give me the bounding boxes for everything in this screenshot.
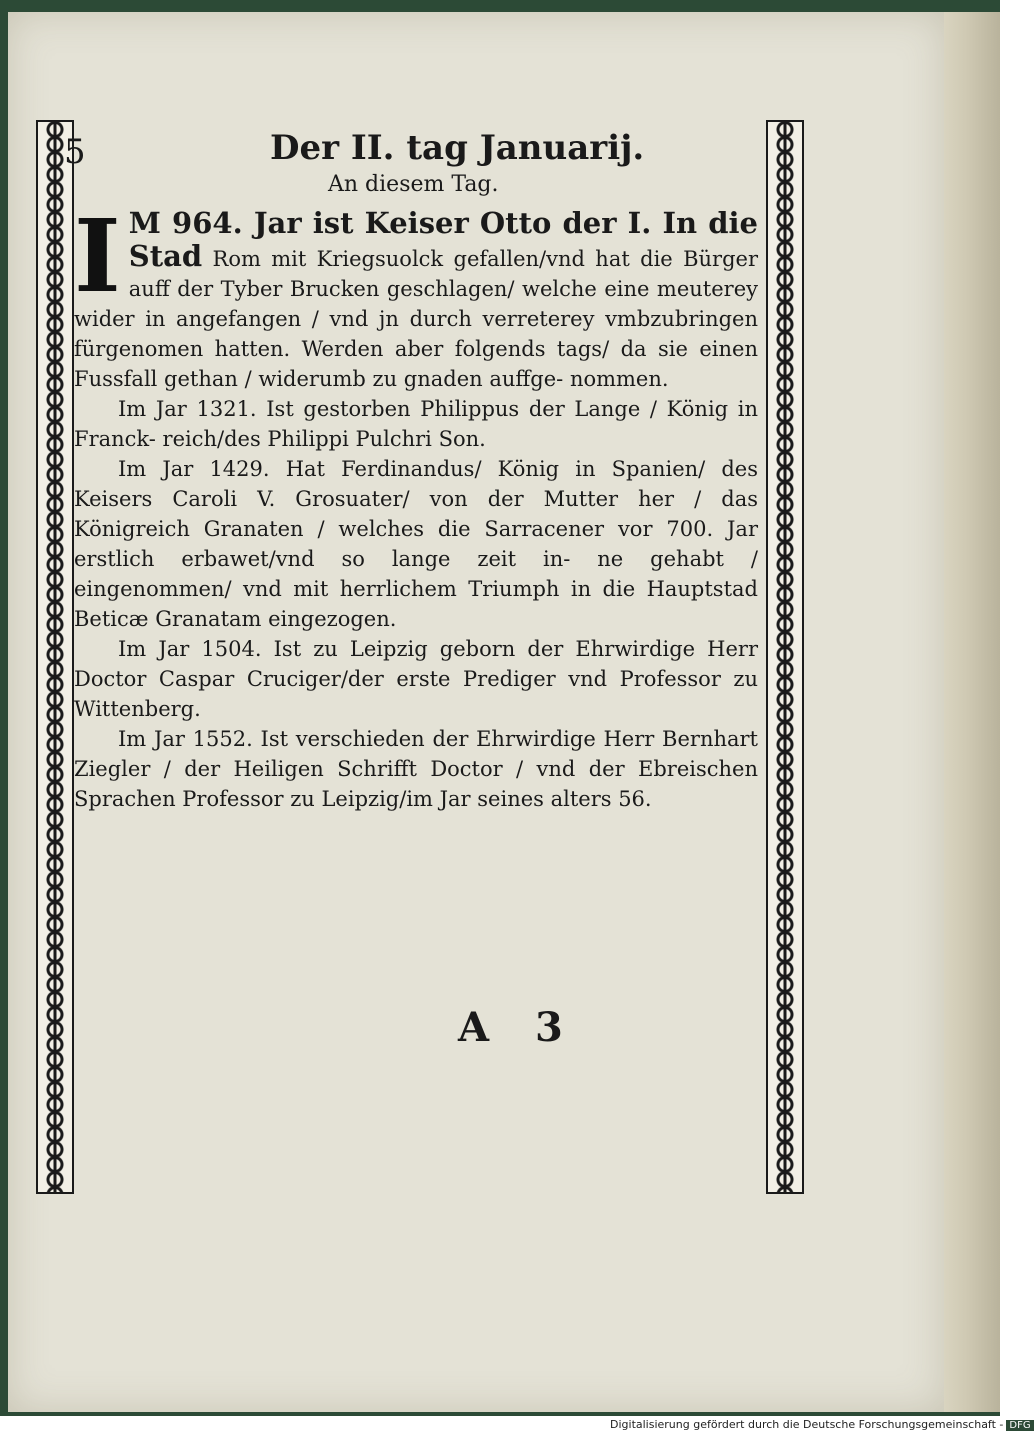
entry-text: Rom mit Kriegsuolck gefallen/vnd hat die Bürger auff der Tyber Brucken geschlagen/ welche eine meuterey wider in angefangen / vnd jn durch verreterey vmbzubringen fürgenomen hatten. Werden aber folgends tags/ da sie einen Fussfall gethan / widerumb zu gnaden auffge- nommen. — [74, 247, 758, 391]
dfg-logo: DFG — [1006, 1420, 1033, 1431]
ornamental-border-right — [766, 120, 804, 1194]
signature-mark: A 3 — [458, 1004, 579, 1051]
footer-text: Digitalisierung gefördert durch die Deutsche Forschungsgemeinschaft - — [610, 1418, 1004, 1431]
page-subtitle: An diesem Tag. — [328, 172, 499, 197]
entry-text: Im Jar 1552. Ist verschieden der Ehrwirdige Herr Bernhart Ziegler / der Heiligen Schrifft Doctor / vnd der Ebreischen Sprachen Professor zu Leipzig/im Jar seines alters 56. — [74, 727, 758, 811]
entry-first-line: M 964. Jar ist Keiser Otto der I. In die Stad — [128, 206, 758, 273]
drop-cap: I — [74, 197, 121, 315]
entry-964 — [74, 197, 758, 394]
entry-1429 — [74, 454, 758, 634]
entry-text: Im Jar 1429. Hat Ferdinandus/ König in Spanien/ des Keisers Caroli V. Grosuater/ von der Mutter her / das Königreich Granaten / welches die Sarracener vor 700. Jar erstlich erbawet/vnd so lange zeit in- ne gehabt / eingenommen/ vnd mit herrlichem Triumph in die Hauptstad Beticæ Granatam eingezogen. — [74, 457, 758, 631]
entry-text: Im Jar 1504. Ist zu Leipzig geborn der Ehrwirdige Herr Doctor Caspar Cruciger/der erste Prediger vnd Professor zu Wittenberg. — [74, 637, 758, 721]
page-edge — [944, 12, 1000, 1412]
entry-1504 — [74, 634, 758, 724]
body-text — [74, 197, 758, 814]
funding-footer — [610, 1418, 1031, 1431]
page-title: Der II. tag Januarij. — [270, 128, 645, 168]
page-number: 5 — [64, 132, 86, 172]
entry-text: Im Jar 1321. Ist gestorben Philippus der Lange / König in Franck- reich/des Philippi Pulchri Son. — [74, 397, 758, 451]
entry-1552 — [74, 724, 758, 814]
entry-1321 — [74, 394, 758, 454]
ornamental-border-left — [36, 120, 74, 1194]
